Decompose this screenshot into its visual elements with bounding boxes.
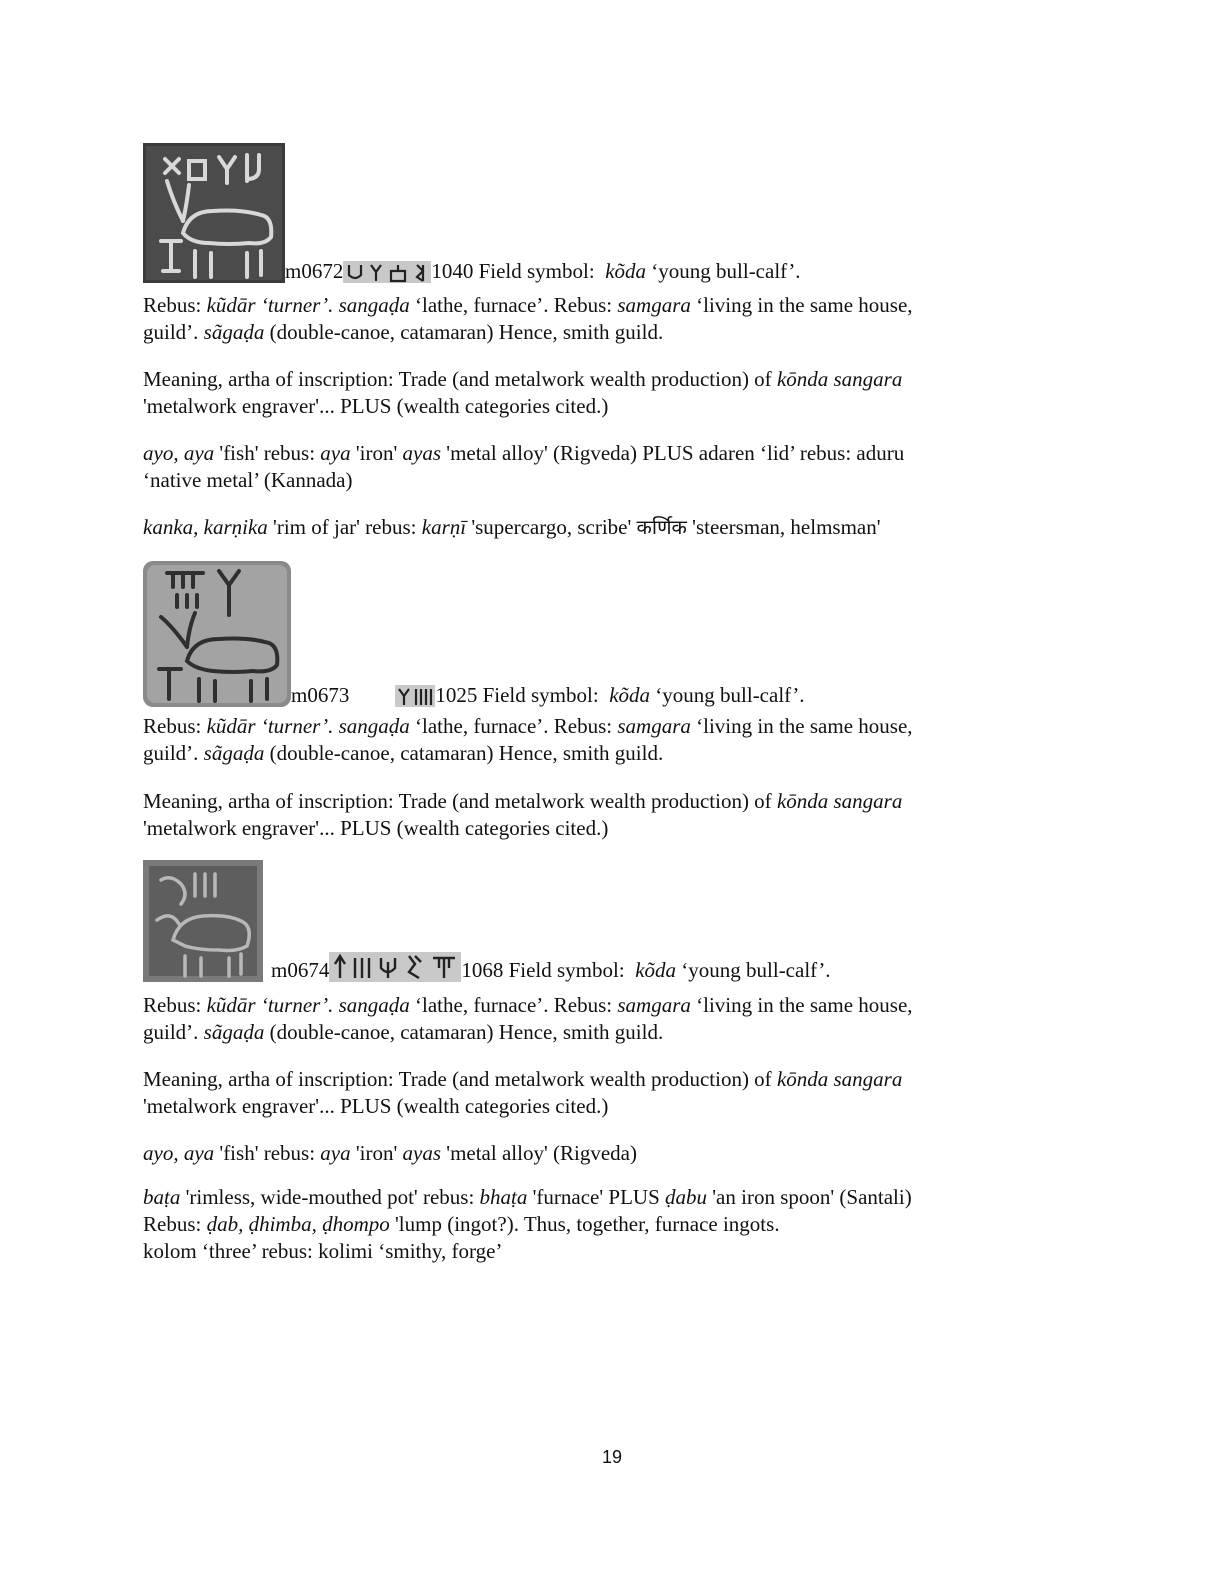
kanka-rebus-line: kanka, karṇika 'rim of jar' rebus: karṇī 'supercargo, scribe' कर्णिक 'steersman, helmsman' bbox=[143, 515, 881, 539]
rebus-line: Rebus: kũdār ‘turner’. sangaḍa ‘lathe, furnace’. Rebus: samgara ‘living in the same house, bbox=[143, 293, 913, 317]
meaning-line: Meaning, artha of inscription: Trade (and metalwork wealth production) of kōnda sangara bbox=[143, 1067, 903, 1091]
seal-image-m0672 bbox=[143, 143, 285, 283]
sign-code: 1025 bbox=[435, 683, 478, 707]
field-symbol-gloss: ‘young bull-calf’. bbox=[655, 683, 805, 707]
bata-rebus-line: baṭa 'rimless, wide-mouthed pot' rebus: bhaṭa 'furnace' PLUS ḍabu 'an iron spoon' (Santali) bbox=[143, 1185, 912, 1209]
indus-sign-strip bbox=[329, 952, 461, 982]
indus-sign-strip bbox=[343, 261, 431, 283]
meaning-line-2: 'metalwork engraver'... PLUS (wealth categories cited.) bbox=[143, 816, 609, 840]
field-symbol-term: kõda bbox=[635, 958, 677, 982]
field-symbol-label: Field symbol: bbox=[508, 958, 625, 982]
meaning-line: Meaning, artha of inscription: Trade (and metalwork wealth production) of kōnda sangara bbox=[143, 367, 903, 391]
seal-entry-m0673 bbox=[143, 561, 805, 707]
sign-code: 1040 bbox=[431, 259, 474, 283]
seal-entry-m0672 bbox=[143, 143, 801, 283]
fish-rebus-line: ayo, aya 'fish' rebus: aya 'iron' ayas 'metal alloy' (Rigveda) bbox=[143, 1141, 637, 1165]
kolom-rebus-line: kolom ‘three’ rebus: kolimi ‘smithy, forge’ bbox=[143, 1239, 503, 1263]
seal-id: m0673 bbox=[291, 683, 350, 707]
meaning-line: Meaning, artha of inscription: Trade (and metalwork wealth production) of kōnda sangara bbox=[143, 789, 903, 813]
field-symbol-term: kõda bbox=[605, 259, 647, 283]
seal-entry-m0674 bbox=[143, 860, 831, 982]
field-symbol-term: kõda bbox=[609, 683, 651, 707]
page-number: 19 bbox=[601, 1447, 623, 1467]
indus-sign-strip bbox=[395, 685, 435, 707]
meaning-line-2: 'metalwork engraver'... PLUS (wealth categories cited.) bbox=[143, 1094, 609, 1118]
guild-line: guild’. sãgaḍa (double-canoe, catamaran) Hence, smith guild. bbox=[143, 320, 664, 344]
seal-image-m0673 bbox=[143, 561, 291, 707]
field-symbol-gloss: ‘young bull-calf’. bbox=[681, 958, 831, 982]
field-symbol-gloss: ‘young bull-calf’. bbox=[651, 259, 801, 283]
seal-image-m0674 bbox=[143, 860, 263, 982]
rebus-line: Rebus: kũdār ‘turner’. sangaḍa ‘lathe, furnace’. Rebus: samgara ‘living in the same house, bbox=[143, 993, 913, 1017]
fish-rebus-line: ayo, aya 'fish' rebus: aya 'iron' ayas 'metal alloy' (Rigveda) PLUS adaren ‘lid’ rebus: aduru bbox=[143, 441, 905, 465]
meaning-line-2: 'metalwork engraver'... PLUS (wealth categories cited.) bbox=[143, 394, 609, 418]
field-symbol-label: Field symbol: bbox=[482, 683, 599, 707]
dab-rebus-line: Rebus: ḍab, ḍhimba, ḍhompo 'lump (ingot?). Thus, together, furnace ingots. bbox=[143, 1212, 780, 1236]
guild-line: guild’. sãgaḍa (double-canoe, catamaran) Hence, smith guild. bbox=[143, 741, 664, 765]
sign-code: 1068 bbox=[461, 958, 504, 982]
fish-rebus-line-2: ‘native metal’ (Kannada) bbox=[143, 468, 353, 492]
field-symbol-label: Field symbol: bbox=[478, 259, 595, 283]
seal-id: m0674 bbox=[271, 958, 330, 982]
seal-id: m0672 bbox=[285, 259, 344, 283]
rebus-line: Rebus: kũdār ‘turner’. sangaḍa ‘lathe, furnace’. Rebus: samgara ‘living in the same house, bbox=[143, 714, 913, 738]
guild-line: guild’. sãgaḍa (double-canoe, catamaran) Hence, smith guild. bbox=[143, 1020, 664, 1044]
